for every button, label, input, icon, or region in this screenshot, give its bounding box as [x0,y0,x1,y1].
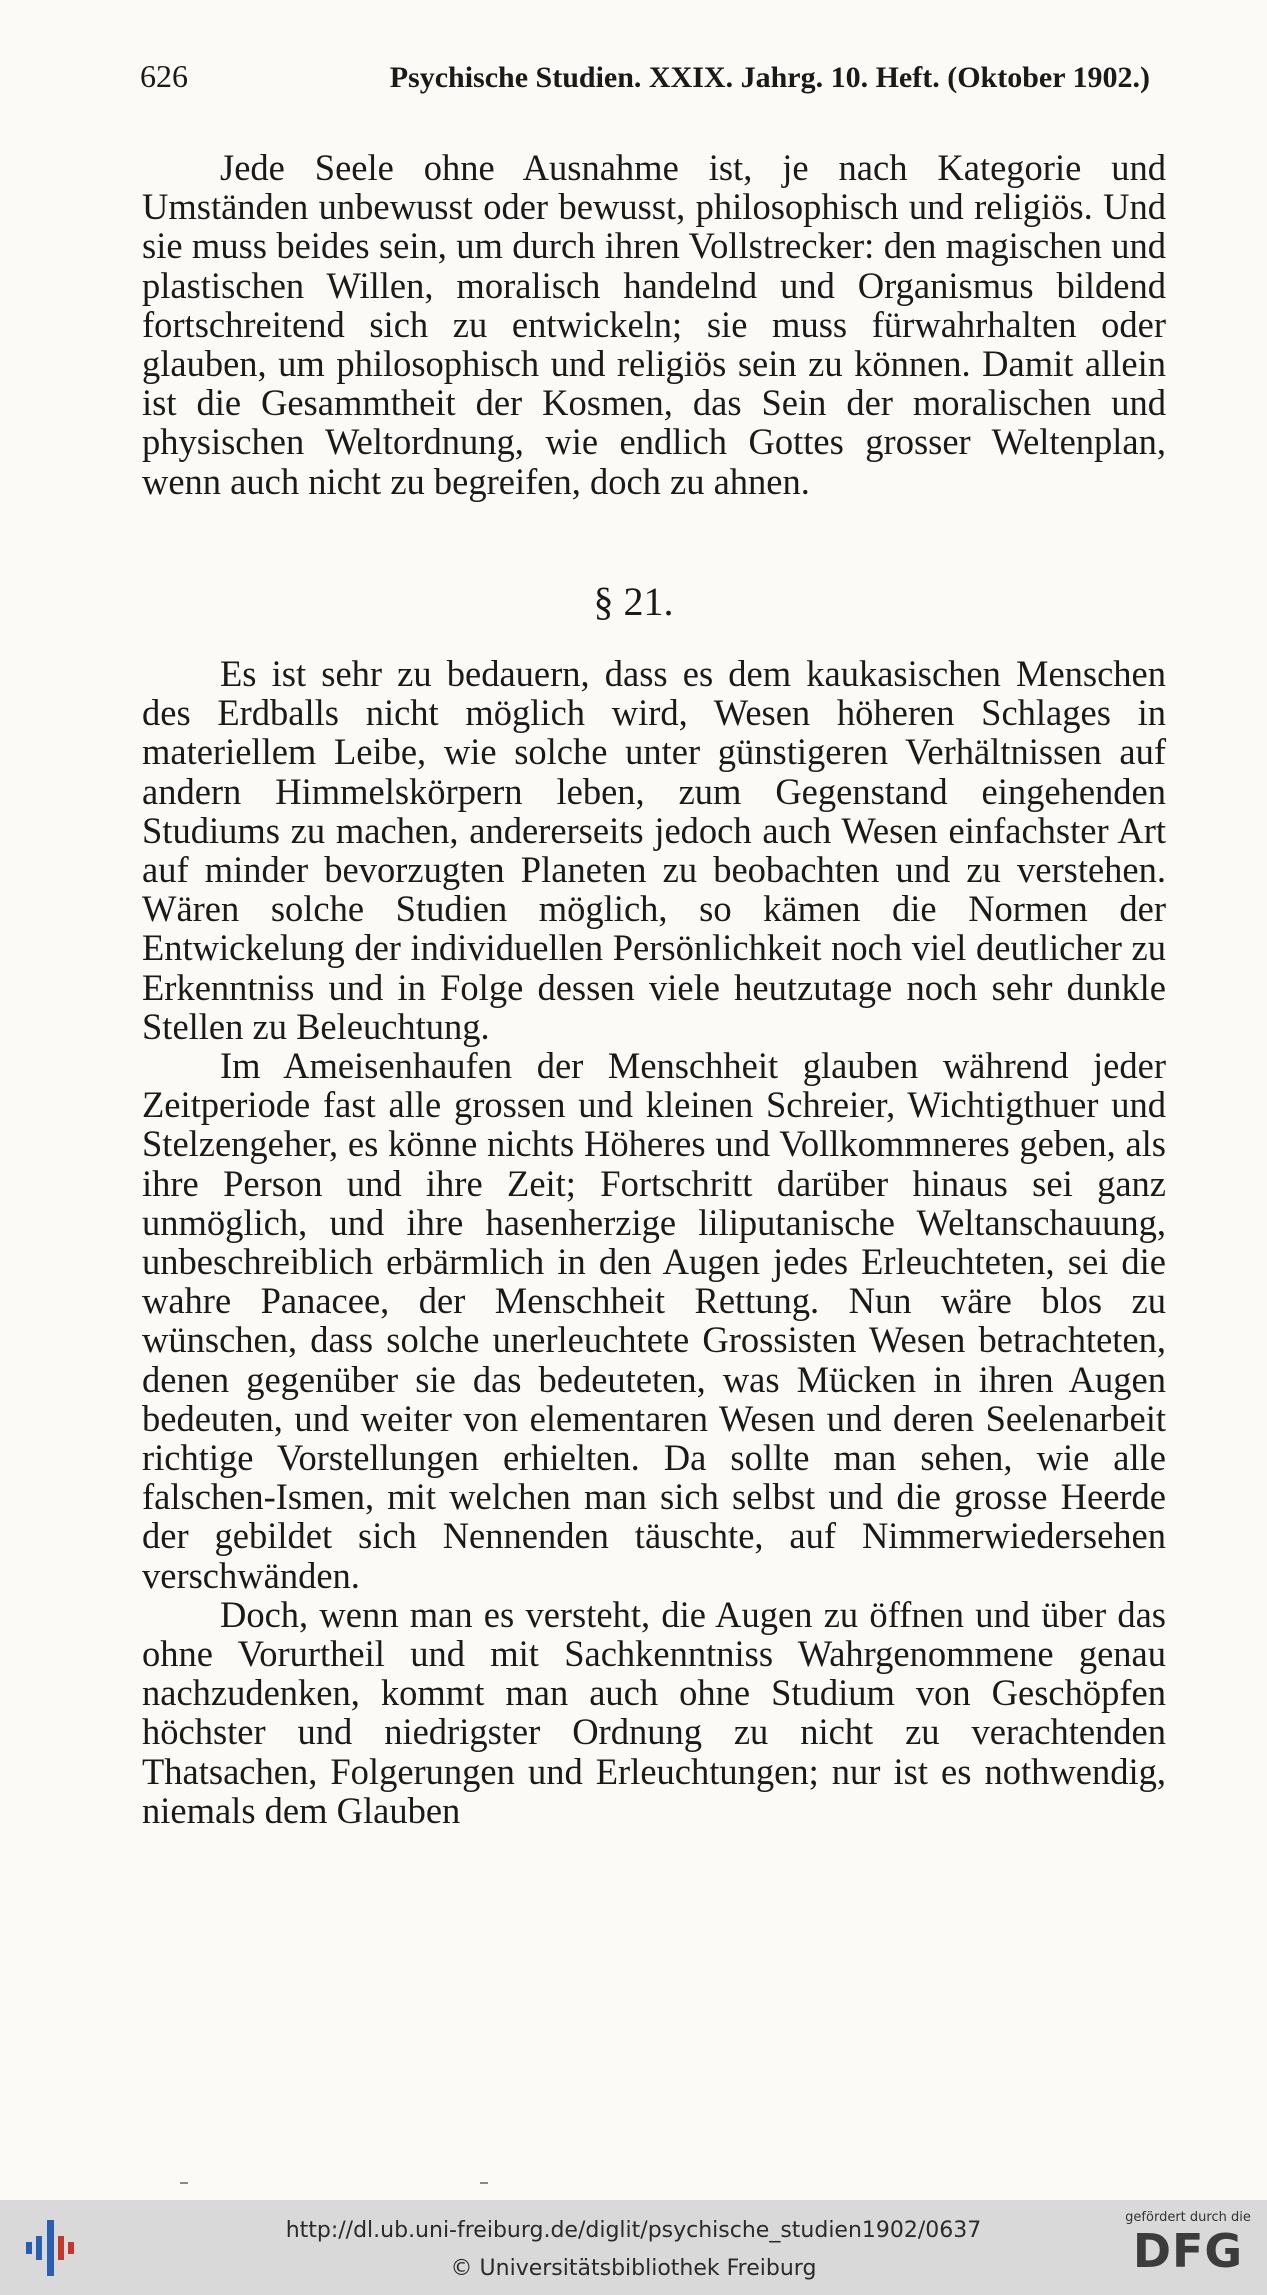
copyright-notice: © Universitätsbibliothek Freiburg [450,2256,817,2281]
running-title: Psychische Studien. XXIX. Jahrg. 10. Heft. (Oktober 1902.) [389,61,1150,94]
paragraph: Jede Seele ohne Ausnahme ist, je nach Kategorie und Umständen unbewusst oder bewusst, philosophisch und religiös. Und sie muss beides sein, um durch ihren Vollstrecker: den magischen und plastischen Willen, moralisch handelnd und Organismus bildend fortschreitend sich zu entwickeln; sie muss fürwahrhalten oder glauben, um philosophisch und religiös sein zu können. Damit allein ist die Gesammtheit der Kosmen, das Sein der moralischen und physischen Weltordnung, wie endlich Gottes grosser Weltenplan, wenn auch nicht zu begreifen, doch zu ahnen. [142,147,1166,502]
source-url-link[interactable]: http://dl.ub.uni-freiburg.de/diglit/psychische_studien1902/0637 [285,2218,982,2243]
section-heading: § 21. [593,579,674,624]
sponsor-note: gefördert durch die [1125,2210,1251,2225]
text-block-top [142,148,1166,501]
sponsor-logo-text: DFG [1132,2224,1244,2278]
scan-marks [180,2182,540,2186]
dfg-logo [1123,2210,1253,2290]
text-block-main [142,654,1166,1830]
page-number: 626 [140,58,188,94]
running-header [140,58,1150,95]
scan-mark [180,2182,188,2184]
paragraph: Doch, wenn man es versteht, die Augen zu öffnen und über das ohne Vorurtheil und mit Sachkenntniss Wahrgenommene genau nachzudenken, kommt man auch ohne Studium von Geschöpfen höchster und niedrigster Ordnung zu nicht zu verachtenden Thatsachen, Folgerungen und Erleuchtungen; nur ist es nothwendig, niemals dem Glauben [142,1593,1166,1831]
scan-mark [480,2182,488,2184]
paragraph: Im Ameisenhaufen der Menschheit glauben während jeder Zeitperiode fast alle grossen und kleinen Schreier, Wichtigthuer und Stelzengeher, es könne nichts Höheres und Vollkommneres geben, als ihre Person und ihre Zeit; Fortschritt darüber hinaus sei ganz unmöglich, und ihre hasenherzige liliputanische Weltanschauung, unbeschreiblich erbärmlich in den Augen jedes Erleuchteten, sei die wahre Panacee, der Menschheit Rettung. Nun wäre blos zu wünschen, dass solche unerleuchtete Grossisten Wesen betrachteten, denen gegenüber sie das bedeuteten, was Mücken in ihren Augen bedeuten, und weiter von elementaren Wesen und deren Seelenarbeit richtige Vorstellungen erhielten. Da sollte man sehen, wie alle falschen-Ismen, mit welchen man sich selbst und die grosse Heerde der gebildet sich Nennenden täuschte, auf Nimmerwiedersehen verschwänden. [142,1045,1166,1596]
footer-bar [0,2200,1267,2295]
paragraph: Es ist sehr zu bedauern, dass es dem kaukasischen Menschen des Erdballs nicht möglich wird, Wesen höheren Schlages in materiellem Leibe, wie solche unter günstigeren Verhältnissen auf andern Himmelskörpern leben, zum Gegenstand eingehenden Studiums zu machen, andererseits jedoch auch Wesen einfachster Art auf minder bevorzugten Planeten zu beobachten und zu verstehen. Wären solche Studien möglich, so kämen die Normen der Entwickelung der individuellen Persönlichkeit noch viel deutlicher zu Erkenntniss und in Folge dessen viele heutzutage noch sehr dunkle Stellen zu Beleuchtung. [142,653,1166,1047]
